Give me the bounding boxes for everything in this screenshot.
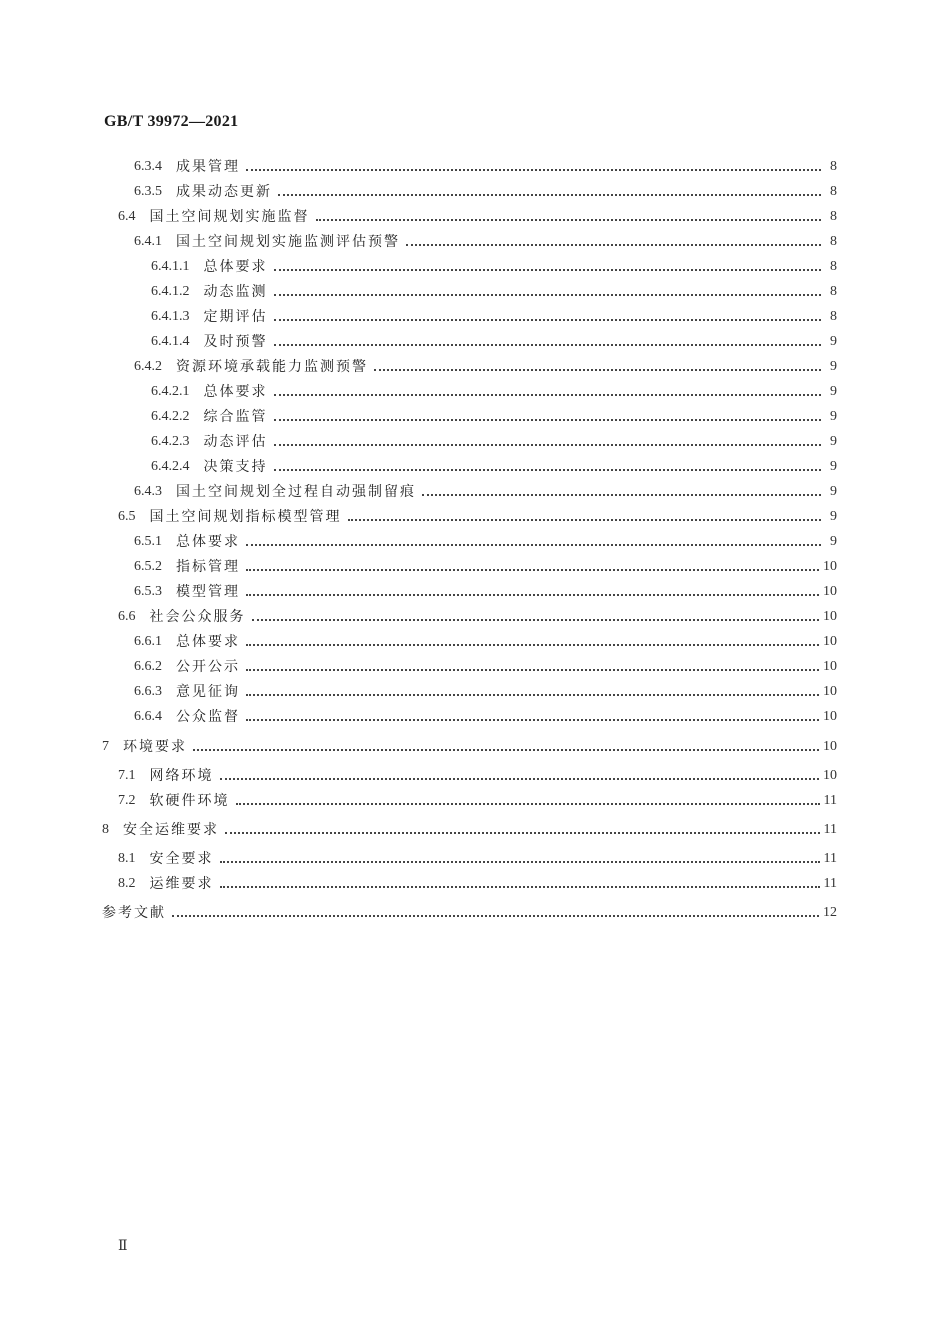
- toc-entry-title: 定期评估: [203, 309, 268, 325]
- toc-leader-dots: [225, 819, 820, 841]
- toc-entry[interactable]: [134, 631, 837, 653]
- toc-entry-page: 8: [830, 284, 837, 299]
- toc-entry-number: 6.3.5: [134, 184, 162, 199]
- toc-entry-number: 6.6.1: [134, 634, 162, 649]
- toc-entry-page: 9: [830, 409, 837, 424]
- toc-leader-dots: [274, 406, 822, 428]
- toc-entry-number: 6.4.1.3: [151, 309, 190, 324]
- toc-entry-page: 10: [823, 634, 837, 649]
- toc-entry-number: 7.1: [118, 768, 136, 783]
- toc-entry-title: 成果动态更新: [176, 184, 272, 200]
- toc-entry-page: 10: [823, 559, 837, 574]
- toc-entry-number: 7: [102, 739, 109, 754]
- toc-leader-dots: [274, 456, 822, 478]
- standard-number: GB/T 39972—2021: [104, 113, 239, 130]
- toc-entry-number: 6.6.2: [134, 659, 162, 674]
- toc-leader-dots: [274, 256, 822, 278]
- toc-entry-page: 9: [830, 384, 837, 399]
- toc-entry-page: 10: [823, 684, 837, 699]
- toc-entry[interactable]: [118, 506, 837, 528]
- toc-entry[interactable]: [151, 306, 837, 328]
- toc-entry-title: 成果管理: [176, 159, 240, 175]
- toc-entry-page: 9: [830, 484, 837, 499]
- toc-leader-dots: [193, 736, 819, 758]
- toc-leader-dots: [274, 381, 822, 403]
- toc-entry[interactable]: [151, 331, 837, 353]
- toc-entry-number: 6.6.3: [134, 684, 162, 699]
- toc-entry-page: 10: [823, 584, 837, 599]
- toc-entry-title: 运维要求: [149, 876, 214, 892]
- toc-entry-page: 8: [830, 259, 837, 274]
- toc-entry[interactable]: [151, 406, 837, 428]
- toc-entry-title: 安全运维要求: [123, 822, 219, 838]
- toc-entry[interactable]: [134, 181, 837, 203]
- toc-entry-title: 社会公众服务: [149, 609, 246, 625]
- toc-leader-dots: [246, 156, 821, 178]
- toc-entry-title: 软硬件环境: [149, 793, 230, 809]
- toc-entry-title: 意见征询: [176, 684, 240, 700]
- toc-entry[interactable]: [151, 456, 837, 478]
- toc-entry-number: 6.4.1.4: [151, 334, 190, 349]
- toc-leader-dots: [246, 531, 821, 553]
- toc-entry[interactable]: [118, 873, 837, 895]
- toc-entry-title: 动态监测: [203, 284, 268, 300]
- toc-entry-page: 10: [823, 768, 837, 783]
- toc-entry-page: 8: [830, 234, 837, 249]
- toc-entry-number: 6.6: [118, 609, 136, 624]
- toc-entry-page: 8: [830, 159, 837, 174]
- toc-entry-number: 6.4.1.1: [151, 259, 190, 274]
- toc-entry-title: 环境要求: [123, 739, 187, 755]
- toc-leader-dots: [316, 206, 822, 228]
- toc-leader-dots: [246, 581, 819, 603]
- toc-entry-title: 国土空间规划全过程自动强制留痕: [176, 484, 416, 500]
- toc-entry-page: 10: [823, 709, 837, 724]
- toc-entry-page: 10: [823, 739, 837, 754]
- toc-entry-title: 模型管理: [176, 584, 240, 600]
- toc-leader-dots: [246, 706, 819, 728]
- toc-entry[interactable]: [134, 531, 837, 553]
- toc-entry-page: 9: [830, 434, 837, 449]
- toc-entry-number: 8.2: [118, 876, 136, 891]
- toc-entry-number: 6.5.2: [134, 559, 162, 574]
- toc-leader-dots: [246, 631, 819, 653]
- toc-leader-dots: [172, 902, 819, 924]
- toc-entry-title: 总体要求: [203, 259, 268, 275]
- toc-leader-dots: [422, 481, 821, 503]
- toc-entry-number: 8.1: [118, 851, 136, 866]
- toc-entry-number: 6.4.2.2: [151, 409, 190, 424]
- toc-leader-dots: [406, 231, 821, 253]
- toc-leader-dots: [252, 606, 820, 628]
- toc-entry-number: 6.6.4: [134, 709, 162, 724]
- toc-entry-page: 9: [830, 509, 837, 524]
- toc-leader-dots: [274, 306, 822, 328]
- toc-entry-number: 6.4.1: [134, 234, 162, 249]
- toc-leader-dots: [348, 506, 822, 528]
- toc-entry[interactable]: [118, 606, 837, 628]
- toc-entry-title: 参考文献: [102, 905, 166, 921]
- toc-entry-number: 6.4: [118, 209, 136, 224]
- toc-entry-title: 公众监督: [176, 709, 240, 725]
- toc-entry[interactable]: [118, 790, 837, 812]
- toc-leader-dots: [246, 656, 819, 678]
- toc-entry[interactable]: [134, 581, 837, 603]
- toc-entry-title: 国土空间规划实施监测评估预警: [176, 234, 400, 250]
- toc-entry-title: 决策支持: [203, 459, 268, 475]
- toc-entry-page: 8: [830, 184, 837, 199]
- toc-entry-title: 及时预警: [203, 334, 268, 350]
- toc-entry[interactable]: [151, 256, 837, 278]
- toc-entry-title: 国土空间规划实施监督: [149, 209, 310, 225]
- toc-leader-dots: [220, 873, 820, 895]
- toc-entry-page: 11: [823, 851, 837, 866]
- toc-entry-title: 国土空间规划指标模型管理: [149, 509, 342, 525]
- toc-entry[interactable]: [102, 902, 837, 924]
- toc-entry-page: 8: [830, 309, 837, 324]
- toc-entry-number: 6.5: [118, 509, 136, 524]
- page-number: Ⅱ: [118, 1239, 128, 1254]
- toc-leader-dots: [246, 681, 819, 703]
- toc-entry[interactable]: [134, 681, 837, 703]
- toc-leader-dots: [220, 765, 820, 787]
- toc-leader-dots: [220, 848, 820, 870]
- toc-entry-number: 6.4.2: [134, 359, 162, 374]
- toc-entry[interactable]: [134, 706, 837, 728]
- toc-entry[interactable]: [151, 281, 837, 303]
- toc-entry[interactable]: [151, 431, 837, 453]
- toc-entry-number: 6.4.3: [134, 484, 162, 499]
- toc-entry-number: 6.3.4: [134, 159, 162, 174]
- toc-entry-page: 11: [823, 876, 837, 891]
- toc-entry-title: 资源环境承载能力监测预警: [176, 359, 368, 375]
- toc-entry-title: 安全要求: [149, 851, 214, 867]
- toc-entry-page: 9: [830, 459, 837, 474]
- toc-entry-page: 9: [830, 334, 837, 349]
- toc-leader-dots: [236, 790, 820, 812]
- toc-leader-dots: [246, 556, 819, 578]
- toc-entry-number: 6.4.2.4: [151, 459, 190, 474]
- toc-entry[interactable]: [134, 156, 837, 178]
- toc-entry-page: 8: [830, 209, 837, 224]
- toc-leader-dots: [374, 356, 821, 378]
- toc-entry-number: 6.4.2.1: [151, 384, 190, 399]
- toc-entry-number: 7.2: [118, 793, 136, 808]
- toc-entry-page: 11: [823, 793, 837, 808]
- toc-entry-page: 9: [830, 534, 837, 549]
- toc-entry[interactable]: [151, 381, 837, 403]
- toc-entry-number: 8: [102, 822, 109, 837]
- toc-entry[interactable]: [118, 848, 837, 870]
- toc-entry[interactable]: [134, 556, 837, 578]
- toc-entry-page: 12: [823, 905, 837, 920]
- toc-entry-number: 6.5.1: [134, 534, 162, 549]
- toc-entry[interactable]: [134, 481, 837, 503]
- toc-entry-page: 10: [823, 609, 837, 624]
- toc-entry-number: 6.4.1.2: [151, 284, 190, 299]
- toc-entry[interactable]: [118, 765, 837, 787]
- toc-entry-title: 指标管理: [176, 559, 240, 575]
- toc-entry-page: 11: [823, 822, 837, 837]
- toc-entry-title: 网络环境: [149, 768, 214, 784]
- toc-entry[interactable]: [102, 819, 837, 841]
- toc-entry-title: 动态评估: [203, 434, 268, 450]
- toc-leader-dots: [274, 331, 822, 353]
- toc-entry-title: 综合监管: [203, 409, 268, 425]
- toc-entry-page: 9: [830, 359, 837, 374]
- toc-entry-number: 6.5.3: [134, 584, 162, 599]
- toc-entry[interactable]: [134, 231, 837, 253]
- toc-entry[interactable]: [134, 356, 837, 378]
- toc-entry-page: 10: [823, 659, 837, 674]
- toc-entry[interactable]: [102, 736, 837, 758]
- toc-leader-dots: [274, 431, 822, 453]
- toc-leader-dots: [278, 181, 821, 203]
- toc-leader-dots: [274, 281, 822, 303]
- toc-entry-title: 总体要求: [203, 384, 268, 400]
- toc-entry-title: 公开公示: [176, 659, 240, 675]
- toc-entry[interactable]: [134, 656, 837, 678]
- toc-entry-number: 6.4.2.3: [151, 434, 190, 449]
- toc-entry-title: 总体要求: [176, 534, 240, 550]
- toc-entry[interactable]: [118, 206, 837, 228]
- toc-entry-title: 总体要求: [176, 634, 240, 650]
